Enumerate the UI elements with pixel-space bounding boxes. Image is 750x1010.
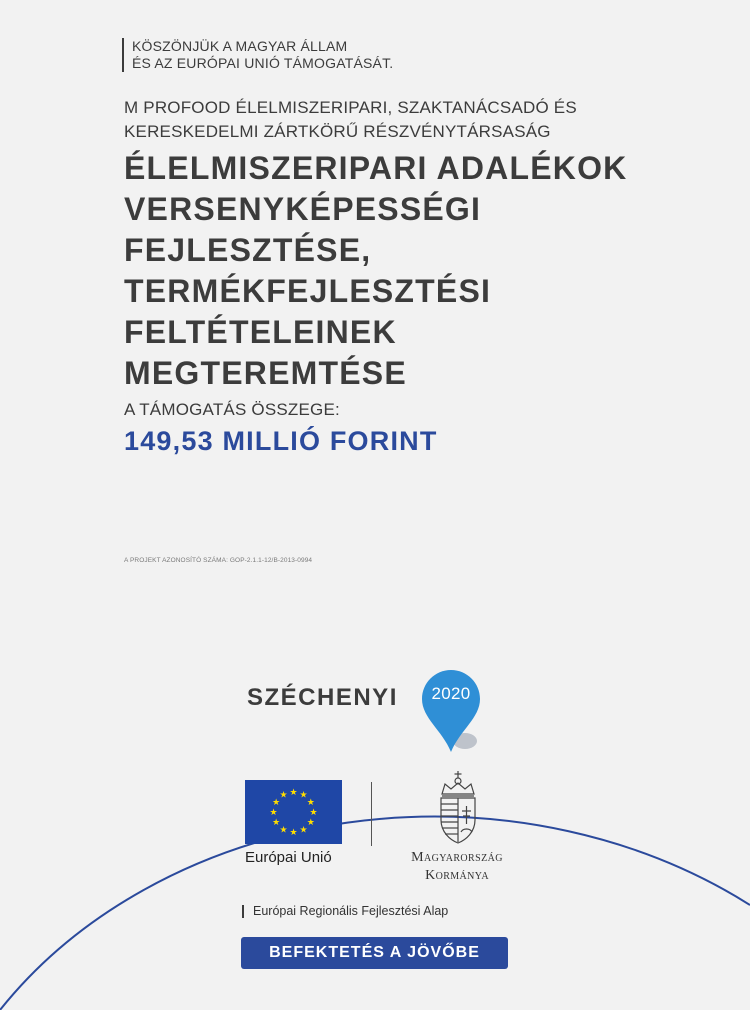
fund-name: Európai Regionális Fejlesztési Alap	[242, 905, 448, 918]
project-title-line: VERSENYKÉPESSÉGI	[124, 191, 482, 227]
thanks-line-1: KÖSZÖNJÜK A MAGYAR ÁLLAM	[132, 38, 348, 54]
support-amount-label: A TÁMOGATÁS ÖSSZEGE:	[124, 400, 340, 419]
svg-text:★: ★	[306, 798, 315, 808]
svg-text:★: ★	[269, 808, 278, 818]
support-amount-value: 149,53 MILLIÓ FORINT	[124, 426, 438, 456]
eu-label: Európai Unió	[245, 849, 332, 866]
hungarian-coat-of-arms-icon	[433, 770, 483, 844]
eu-stars-icon	[245, 780, 342, 844]
svg-text:★: ★	[289, 788, 298, 798]
hu-gov-line-1: Magyarország	[411, 850, 503, 865]
thanks-line-2: ÉS AZ EURÓPAI UNIÓ TÁMOGATÁSÁT.	[132, 55, 394, 71]
project-title-line: ÉLELMISZERIPARI ADALÉKOK	[124, 150, 628, 186]
szechenyi-year: 2020	[431, 684, 471, 703]
svg-text:★: ★	[272, 798, 281, 808]
svg-text:★: ★	[309, 808, 318, 818]
eu-flag	[245, 780, 342, 844]
hungarian-government-label	[397, 849, 517, 885]
svg-text:★: ★	[279, 825, 288, 836]
project-title-line: FEJLESZTÉSE,	[124, 232, 372, 268]
company-line-2: KERESKEDELMI ZÁRTKÖRŰ RÉSZVÉNYTÁRSASÁG	[124, 122, 551, 141]
svg-text:★: ★	[289, 828, 298, 838]
szechenyi-logo-text: SZÉCHENYI	[247, 684, 398, 711]
svg-text:★: ★	[306, 818, 315, 828]
project-title-line: TERMÉKFEJLESZTÉSI	[124, 273, 492, 309]
project-title-line: MEGTEREMTÉSE	[124, 355, 407, 391]
logo-divider	[371, 782, 372, 846]
hu-gov-line-2: Kormánya	[425, 868, 489, 883]
svg-text:★: ★	[299, 790, 308, 801]
project-id: A PROJEKT AZONOSÍTÓ SZÁMA: GOP-2.1.1-12/B-2013-0994	[124, 557, 313, 564]
company-line-1: M PROFOOD ÉLELMISZERIPARI, SZAKTANÁCSADÓ ÉS	[124, 98, 577, 117]
svg-text:★: ★	[299, 825, 308, 836]
location-pin-icon	[420, 668, 482, 754]
slogan-banner: BEFEKTETÉS A JÖVŐBE	[241, 937, 508, 969]
svg-text:★: ★	[272, 818, 281, 828]
svg-text:★: ★	[279, 790, 288, 801]
project-title-line: FELTÉTELEINEK	[124, 314, 397, 350]
